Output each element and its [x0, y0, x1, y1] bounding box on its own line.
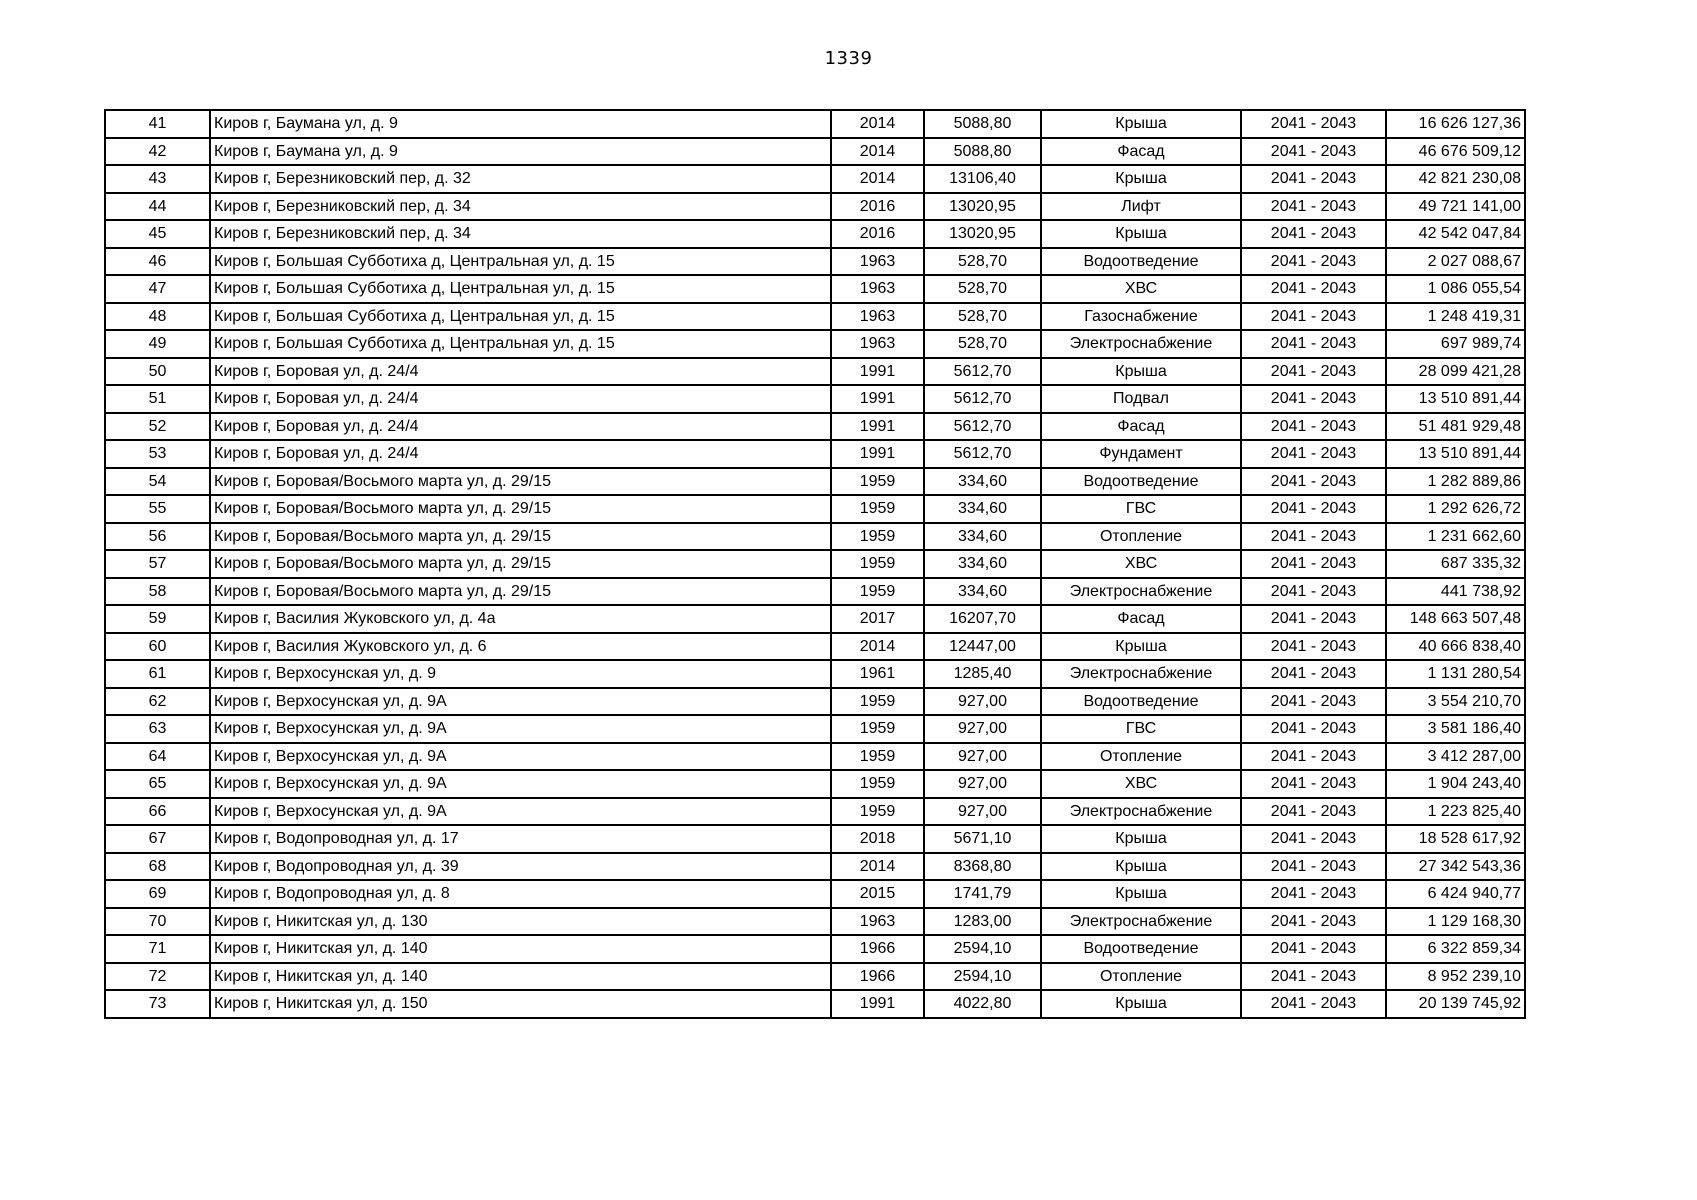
area-cell: 13020,95 — [924, 220, 1041, 248]
cost-cell: 1 248 419,31 — [1386, 303, 1525, 331]
build-year-cell: 2018 — [831, 825, 924, 853]
cost-cell: 1 904 243,40 — [1386, 770, 1525, 798]
build-year-cell: 2014 — [831, 853, 924, 881]
area-cell: 334,60 — [924, 550, 1041, 578]
row-number-cell: 66 — [105, 798, 210, 826]
area-cell: 8368,80 — [924, 853, 1041, 881]
row-number-cell: 51 — [105, 385, 210, 413]
period-cell: 2041 - 2043 — [1241, 660, 1386, 688]
table-row — [105, 963, 1525, 991]
work-type-cell: Фасад — [1041, 138, 1241, 166]
table-row — [105, 220, 1525, 248]
area-cell: 4022,80 — [924, 990, 1041, 1018]
build-year-cell: 1959 — [831, 578, 924, 606]
address-cell: Киров г, Боровая ул, д. 24/4 — [210, 385, 831, 413]
build-year-cell: 1959 — [831, 495, 924, 523]
address-cell: Киров г, Верхосунская ул, д. 9А — [210, 715, 831, 743]
build-year-cell: 1991 — [831, 440, 924, 468]
cost-cell: 148 663 507,48 — [1386, 605, 1525, 633]
cost-cell: 1 223 825,40 — [1386, 798, 1525, 826]
address-cell: Киров г, Никитская ул, д. 140 — [210, 963, 831, 991]
area-cell: 334,60 — [924, 495, 1041, 523]
cost-cell: 3 412 287,00 — [1386, 743, 1525, 771]
row-number-cell: 71 — [105, 935, 210, 963]
work-type-cell: Водоотведение — [1041, 935, 1241, 963]
cost-cell: 2 027 088,67 — [1386, 248, 1525, 276]
work-type-cell: Крыша — [1041, 358, 1241, 386]
table-row — [105, 660, 1525, 688]
cost-cell: 13 510 891,44 — [1386, 440, 1525, 468]
table-row — [105, 578, 1525, 606]
cost-cell: 1 292 626,72 — [1386, 495, 1525, 523]
area-cell: 2594,10 — [924, 963, 1041, 991]
area-cell: 927,00 — [924, 688, 1041, 716]
row-number-cell: 69 — [105, 880, 210, 908]
area-cell: 5088,80 — [924, 110, 1041, 138]
work-type-cell: Водоотведение — [1041, 468, 1241, 496]
work-type-cell: Крыша — [1041, 853, 1241, 881]
build-year-cell: 1959 — [831, 523, 924, 551]
cost-cell: 49 721 141,00 — [1386, 193, 1525, 221]
table-row — [105, 495, 1525, 523]
area-cell: 528,70 — [924, 330, 1041, 358]
row-number-cell: 67 — [105, 825, 210, 853]
row-number-cell: 45 — [105, 220, 210, 248]
work-type-cell: ХВС — [1041, 770, 1241, 798]
work-type-cell: Отопление — [1041, 743, 1241, 771]
address-cell: Киров г, Березниковский пер, д. 34 — [210, 220, 831, 248]
address-cell: Киров г, Березниковский пер, д. 34 — [210, 193, 831, 221]
work-type-cell: Крыша — [1041, 990, 1241, 1018]
work-type-cell: Крыша — [1041, 633, 1241, 661]
row-number-cell: 52 — [105, 413, 210, 441]
cost-cell: 18 528 617,92 — [1386, 825, 1525, 853]
work-type-cell: Водоотведение — [1041, 248, 1241, 276]
address-cell: Киров г, Василия Жуковского ул, д. 6 — [210, 633, 831, 661]
build-year-cell: 2017 — [831, 605, 924, 633]
period-cell: 2041 - 2043 — [1241, 715, 1386, 743]
row-number-cell: 53 — [105, 440, 210, 468]
cost-cell: 1 129 168,30 — [1386, 908, 1525, 936]
table-row — [105, 770, 1525, 798]
period-cell: 2041 - 2043 — [1241, 523, 1386, 551]
area-cell: 927,00 — [924, 798, 1041, 826]
table-row — [105, 165, 1525, 193]
table-row — [105, 605, 1525, 633]
table-row — [105, 330, 1525, 358]
address-cell: Киров г, Боровая/Восьмого марта ул, д. 29/15 — [210, 578, 831, 606]
period-cell: 2041 - 2043 — [1241, 688, 1386, 716]
period-cell: 2041 - 2043 — [1241, 385, 1386, 413]
cost-cell: 3 581 186,40 — [1386, 715, 1525, 743]
work-type-cell: Электроснабжение — [1041, 578, 1241, 606]
build-year-cell: 1991 — [831, 413, 924, 441]
build-year-cell: 1959 — [831, 550, 924, 578]
build-year-cell: 1959 — [831, 468, 924, 496]
row-number-cell: 41 — [105, 110, 210, 138]
build-year-cell: 1961 — [831, 660, 924, 688]
cost-cell: 1 131 280,54 — [1386, 660, 1525, 688]
row-number-cell: 64 — [105, 743, 210, 771]
period-cell: 2041 - 2043 — [1241, 770, 1386, 798]
work-type-cell: Электроснабжение — [1041, 330, 1241, 358]
build-year-cell: 1963 — [831, 248, 924, 276]
build-year-cell: 1963 — [831, 275, 924, 303]
period-cell: 2041 - 2043 — [1241, 495, 1386, 523]
build-year-cell: 2014 — [831, 110, 924, 138]
address-cell: Киров г, Большая Субботиха д, Центральная ул, д. 15 — [210, 248, 831, 276]
build-year-cell: 2014 — [831, 138, 924, 166]
work-type-cell: Фасад — [1041, 413, 1241, 441]
period-cell: 2041 - 2043 — [1241, 165, 1386, 193]
period-cell: 2041 - 2043 — [1241, 220, 1386, 248]
period-cell: 2041 - 2043 — [1241, 798, 1386, 826]
period-cell: 2041 - 2043 — [1241, 193, 1386, 221]
period-cell: 2041 - 2043 — [1241, 743, 1386, 771]
address-cell: Киров г, Никитская ул, д. 140 — [210, 935, 831, 963]
period-cell: 2041 - 2043 — [1241, 275, 1386, 303]
build-year-cell: 1966 — [831, 963, 924, 991]
address-cell: Киров г, Боровая ул, д. 24/4 — [210, 440, 831, 468]
table-row — [105, 935, 1525, 963]
cost-cell: 1 231 662,60 — [1386, 523, 1525, 551]
cost-cell: 13 510 891,44 — [1386, 385, 1525, 413]
address-cell: Киров г, Большая Субботиха д, Центральная ул, д. 15 — [210, 303, 831, 331]
address-cell: Киров г, Василия Жуковского ул, д. 4а — [210, 605, 831, 633]
work-type-cell: ГВС — [1041, 715, 1241, 743]
area-cell: 528,70 — [924, 248, 1041, 276]
build-year-cell: 1991 — [831, 990, 924, 1018]
repair-schedule-table — [104, 109, 1526, 1019]
area-cell: 1285,40 — [924, 660, 1041, 688]
cost-cell: 687 335,32 — [1386, 550, 1525, 578]
area-cell: 5088,80 — [924, 138, 1041, 166]
area-cell: 13020,95 — [924, 193, 1041, 221]
row-number-cell: 49 — [105, 330, 210, 358]
cost-cell: 697 989,74 — [1386, 330, 1525, 358]
period-cell: 2041 - 2043 — [1241, 358, 1386, 386]
row-number-cell: 43 — [105, 165, 210, 193]
area-cell: 334,60 — [924, 468, 1041, 496]
work-type-cell: Крыша — [1041, 110, 1241, 138]
address-cell: Киров г, Водопроводная ул, д. 17 — [210, 825, 831, 853]
row-number-cell: 63 — [105, 715, 210, 743]
cost-cell: 28 099 421,28 — [1386, 358, 1525, 386]
table-row — [105, 798, 1525, 826]
table-row — [105, 908, 1525, 936]
row-number-cell: 50 — [105, 358, 210, 386]
address-cell: Киров г, Большая Субботиха д, Центральная ул, д. 15 — [210, 330, 831, 358]
row-number-cell: 58 — [105, 578, 210, 606]
area-cell: 5671,10 — [924, 825, 1041, 853]
period-cell: 2041 - 2043 — [1241, 303, 1386, 331]
work-type-cell: Фасад — [1041, 605, 1241, 633]
row-number-cell: 57 — [105, 550, 210, 578]
period-cell: 2041 - 2043 — [1241, 825, 1386, 853]
page-number: 1339 — [824, 48, 873, 69]
area-cell: 334,60 — [924, 578, 1041, 606]
build-year-cell: 1959 — [831, 688, 924, 716]
area-cell: 2594,10 — [924, 935, 1041, 963]
address-cell: Киров г, Боровая/Восьмого марта ул, д. 29/15 — [210, 550, 831, 578]
address-cell: Киров г, Верхосунская ул, д. 9А — [210, 743, 831, 771]
work-type-cell: Электроснабжение — [1041, 798, 1241, 826]
work-type-cell: Отопление — [1041, 963, 1241, 991]
table-row — [105, 303, 1525, 331]
work-type-cell: Крыша — [1041, 220, 1241, 248]
row-number-cell: 48 — [105, 303, 210, 331]
table-row — [105, 853, 1525, 881]
table-row — [105, 138, 1525, 166]
build-year-cell: 2014 — [831, 633, 924, 661]
cost-cell: 42 821 230,08 — [1386, 165, 1525, 193]
work-type-cell: Лифт — [1041, 193, 1241, 221]
cost-cell: 1 086 055,54 — [1386, 275, 1525, 303]
row-number-cell: 61 — [105, 660, 210, 688]
area-cell: 1283,00 — [924, 908, 1041, 936]
period-cell: 2041 - 2043 — [1241, 908, 1386, 936]
period-cell: 2041 - 2043 — [1241, 633, 1386, 661]
period-cell: 2041 - 2043 — [1241, 248, 1386, 276]
period-cell: 2041 - 2043 — [1241, 413, 1386, 441]
build-year-cell: 1966 — [831, 935, 924, 963]
table-body — [105, 110, 1525, 1018]
address-cell: Киров г, Березниковский пер, д. 32 — [210, 165, 831, 193]
table-row — [105, 715, 1525, 743]
table-row — [105, 468, 1525, 496]
work-type-cell: Электроснабжение — [1041, 908, 1241, 936]
work-type-cell: Отопление — [1041, 523, 1241, 551]
row-number-cell: 46 — [105, 248, 210, 276]
work-type-cell: Фундамент — [1041, 440, 1241, 468]
row-number-cell: 47 — [105, 275, 210, 303]
table-row — [105, 990, 1525, 1018]
address-cell: Киров г, Верхосунская ул, д. 9А — [210, 798, 831, 826]
cost-cell: 46 676 509,12 — [1386, 138, 1525, 166]
row-number-cell: 42 — [105, 138, 210, 166]
address-cell: Киров г, Боровая/Восьмого марта ул, д. 29/15 — [210, 468, 831, 496]
period-cell: 2041 - 2043 — [1241, 605, 1386, 633]
area-cell: 927,00 — [924, 770, 1041, 798]
row-number-cell: 56 — [105, 523, 210, 551]
row-number-cell: 73 — [105, 990, 210, 1018]
row-number-cell: 72 — [105, 963, 210, 991]
cost-cell: 51 481 929,48 — [1386, 413, 1525, 441]
table-row — [105, 358, 1525, 386]
build-year-cell: 2016 — [831, 220, 924, 248]
area-cell: 5612,70 — [924, 385, 1041, 413]
work-type-cell: Электроснабжение — [1041, 660, 1241, 688]
row-number-cell: 68 — [105, 853, 210, 881]
address-cell: Киров г, Водопроводная ул, д. 8 — [210, 880, 831, 908]
address-cell: Киров г, Баумана ул, д. 9 — [210, 110, 831, 138]
work-type-cell: ГВС — [1041, 495, 1241, 523]
table-row — [105, 248, 1525, 276]
address-cell: Киров г, Верхосунская ул, д. 9А — [210, 688, 831, 716]
period-cell: 2041 - 2043 — [1241, 880, 1386, 908]
period-cell: 2041 - 2043 — [1241, 578, 1386, 606]
work-type-cell: ХВС — [1041, 550, 1241, 578]
row-number-cell: 62 — [105, 688, 210, 716]
address-cell: Киров г, Никитская ул, д. 150 — [210, 990, 831, 1018]
cost-cell: 1 282 889,86 — [1386, 468, 1525, 496]
area-cell: 5612,70 — [924, 440, 1041, 468]
build-year-cell: 2016 — [831, 193, 924, 221]
work-type-cell: Водоотведение — [1041, 688, 1241, 716]
table-row — [105, 413, 1525, 441]
address-cell: Киров г, Боровая ул, д. 24/4 — [210, 413, 831, 441]
area-cell: 528,70 — [924, 303, 1041, 331]
period-cell: 2041 - 2043 — [1241, 990, 1386, 1018]
area-cell: 1741,79 — [924, 880, 1041, 908]
period-cell: 2041 - 2043 — [1241, 110, 1386, 138]
row-number-cell: 55 — [105, 495, 210, 523]
table-row — [105, 440, 1525, 468]
row-number-cell: 65 — [105, 770, 210, 798]
address-cell: Киров г, Водопроводная ул, д. 39 — [210, 853, 831, 881]
period-cell: 2041 - 2043 — [1241, 550, 1386, 578]
area-cell: 927,00 — [924, 743, 1041, 771]
cost-cell: 42 542 047,84 — [1386, 220, 1525, 248]
work-type-cell: Крыша — [1041, 825, 1241, 853]
table-row — [105, 275, 1525, 303]
table-row — [105, 523, 1525, 551]
cost-cell: 6 424 940,77 — [1386, 880, 1525, 908]
area-cell: 5612,70 — [924, 358, 1041, 386]
row-number-cell: 60 — [105, 633, 210, 661]
address-cell: Киров г, Верхосунская ул, д. 9 — [210, 660, 831, 688]
row-number-cell: 59 — [105, 605, 210, 633]
period-cell: 2041 - 2043 — [1241, 440, 1386, 468]
area-cell: 334,60 — [924, 523, 1041, 551]
work-type-cell: Газоснабжение — [1041, 303, 1241, 331]
area-cell: 927,00 — [924, 715, 1041, 743]
build-year-cell: 1963 — [831, 330, 924, 358]
row-number-cell: 70 — [105, 908, 210, 936]
build-year-cell: 2015 — [831, 880, 924, 908]
cost-cell: 20 139 745,92 — [1386, 990, 1525, 1018]
build-year-cell: 1991 — [831, 358, 924, 386]
cost-cell: 40 666 838,40 — [1386, 633, 1525, 661]
table-row — [105, 193, 1525, 221]
address-cell: Киров г, Боровая ул, д. 24/4 — [210, 358, 831, 386]
address-cell: Киров г, Большая Субботиха д, Центральная ул, д. 15 — [210, 275, 831, 303]
table-row — [105, 688, 1525, 716]
build-year-cell: 1991 — [831, 385, 924, 413]
period-cell: 2041 - 2043 — [1241, 853, 1386, 881]
address-cell: Киров г, Боровая/Восьмого марта ул, д. 29/15 — [210, 495, 831, 523]
cost-cell: 8 952 239,10 — [1386, 963, 1525, 991]
area-cell: 12447,00 — [924, 633, 1041, 661]
period-cell: 2041 - 2043 — [1241, 935, 1386, 963]
row-number-cell: 54 — [105, 468, 210, 496]
area-cell: 5612,70 — [924, 413, 1041, 441]
table-row — [105, 880, 1525, 908]
work-type-cell: Крыша — [1041, 880, 1241, 908]
work-type-cell: Крыша — [1041, 165, 1241, 193]
build-year-cell: 1959 — [831, 798, 924, 826]
table-row — [105, 743, 1525, 771]
build-year-cell: 2014 — [831, 165, 924, 193]
work-type-cell: ХВС — [1041, 275, 1241, 303]
period-cell: 2041 - 2043 — [1241, 330, 1386, 358]
address-cell: Киров г, Верхосунская ул, д. 9А — [210, 770, 831, 798]
address-cell: Киров г, Баумана ул, д. 9 — [210, 138, 831, 166]
build-year-cell: 1959 — [831, 770, 924, 798]
address-cell: Киров г, Никитская ул, д. 130 — [210, 908, 831, 936]
area-cell: 13106,40 — [924, 165, 1041, 193]
address-cell: Киров г, Боровая/Восьмого марта ул, д. 29/15 — [210, 523, 831, 551]
table-row — [105, 550, 1525, 578]
work-type-cell: Подвал — [1041, 385, 1241, 413]
row-number-cell: 44 — [105, 193, 210, 221]
cost-cell: 27 342 543,36 — [1386, 853, 1525, 881]
table-row — [105, 633, 1525, 661]
area-cell: 16207,70 — [924, 605, 1041, 633]
cost-cell: 16 626 127,36 — [1386, 110, 1525, 138]
table-row — [105, 825, 1525, 853]
build-year-cell: 1963 — [831, 908, 924, 936]
cost-cell: 6 322 859,34 — [1386, 935, 1525, 963]
cost-cell: 3 554 210,70 — [1386, 688, 1525, 716]
build-year-cell: 1959 — [831, 743, 924, 771]
period-cell: 2041 - 2043 — [1241, 963, 1386, 991]
area-cell: 528,70 — [924, 275, 1041, 303]
build-year-cell: 1959 — [831, 715, 924, 743]
table-row — [105, 385, 1525, 413]
cost-cell: 441 738,92 — [1386, 578, 1525, 606]
table-row — [105, 110, 1525, 138]
period-cell: 2041 - 2043 — [1241, 138, 1386, 166]
build-year-cell: 1963 — [831, 303, 924, 331]
period-cell: 2041 - 2043 — [1241, 468, 1386, 496]
